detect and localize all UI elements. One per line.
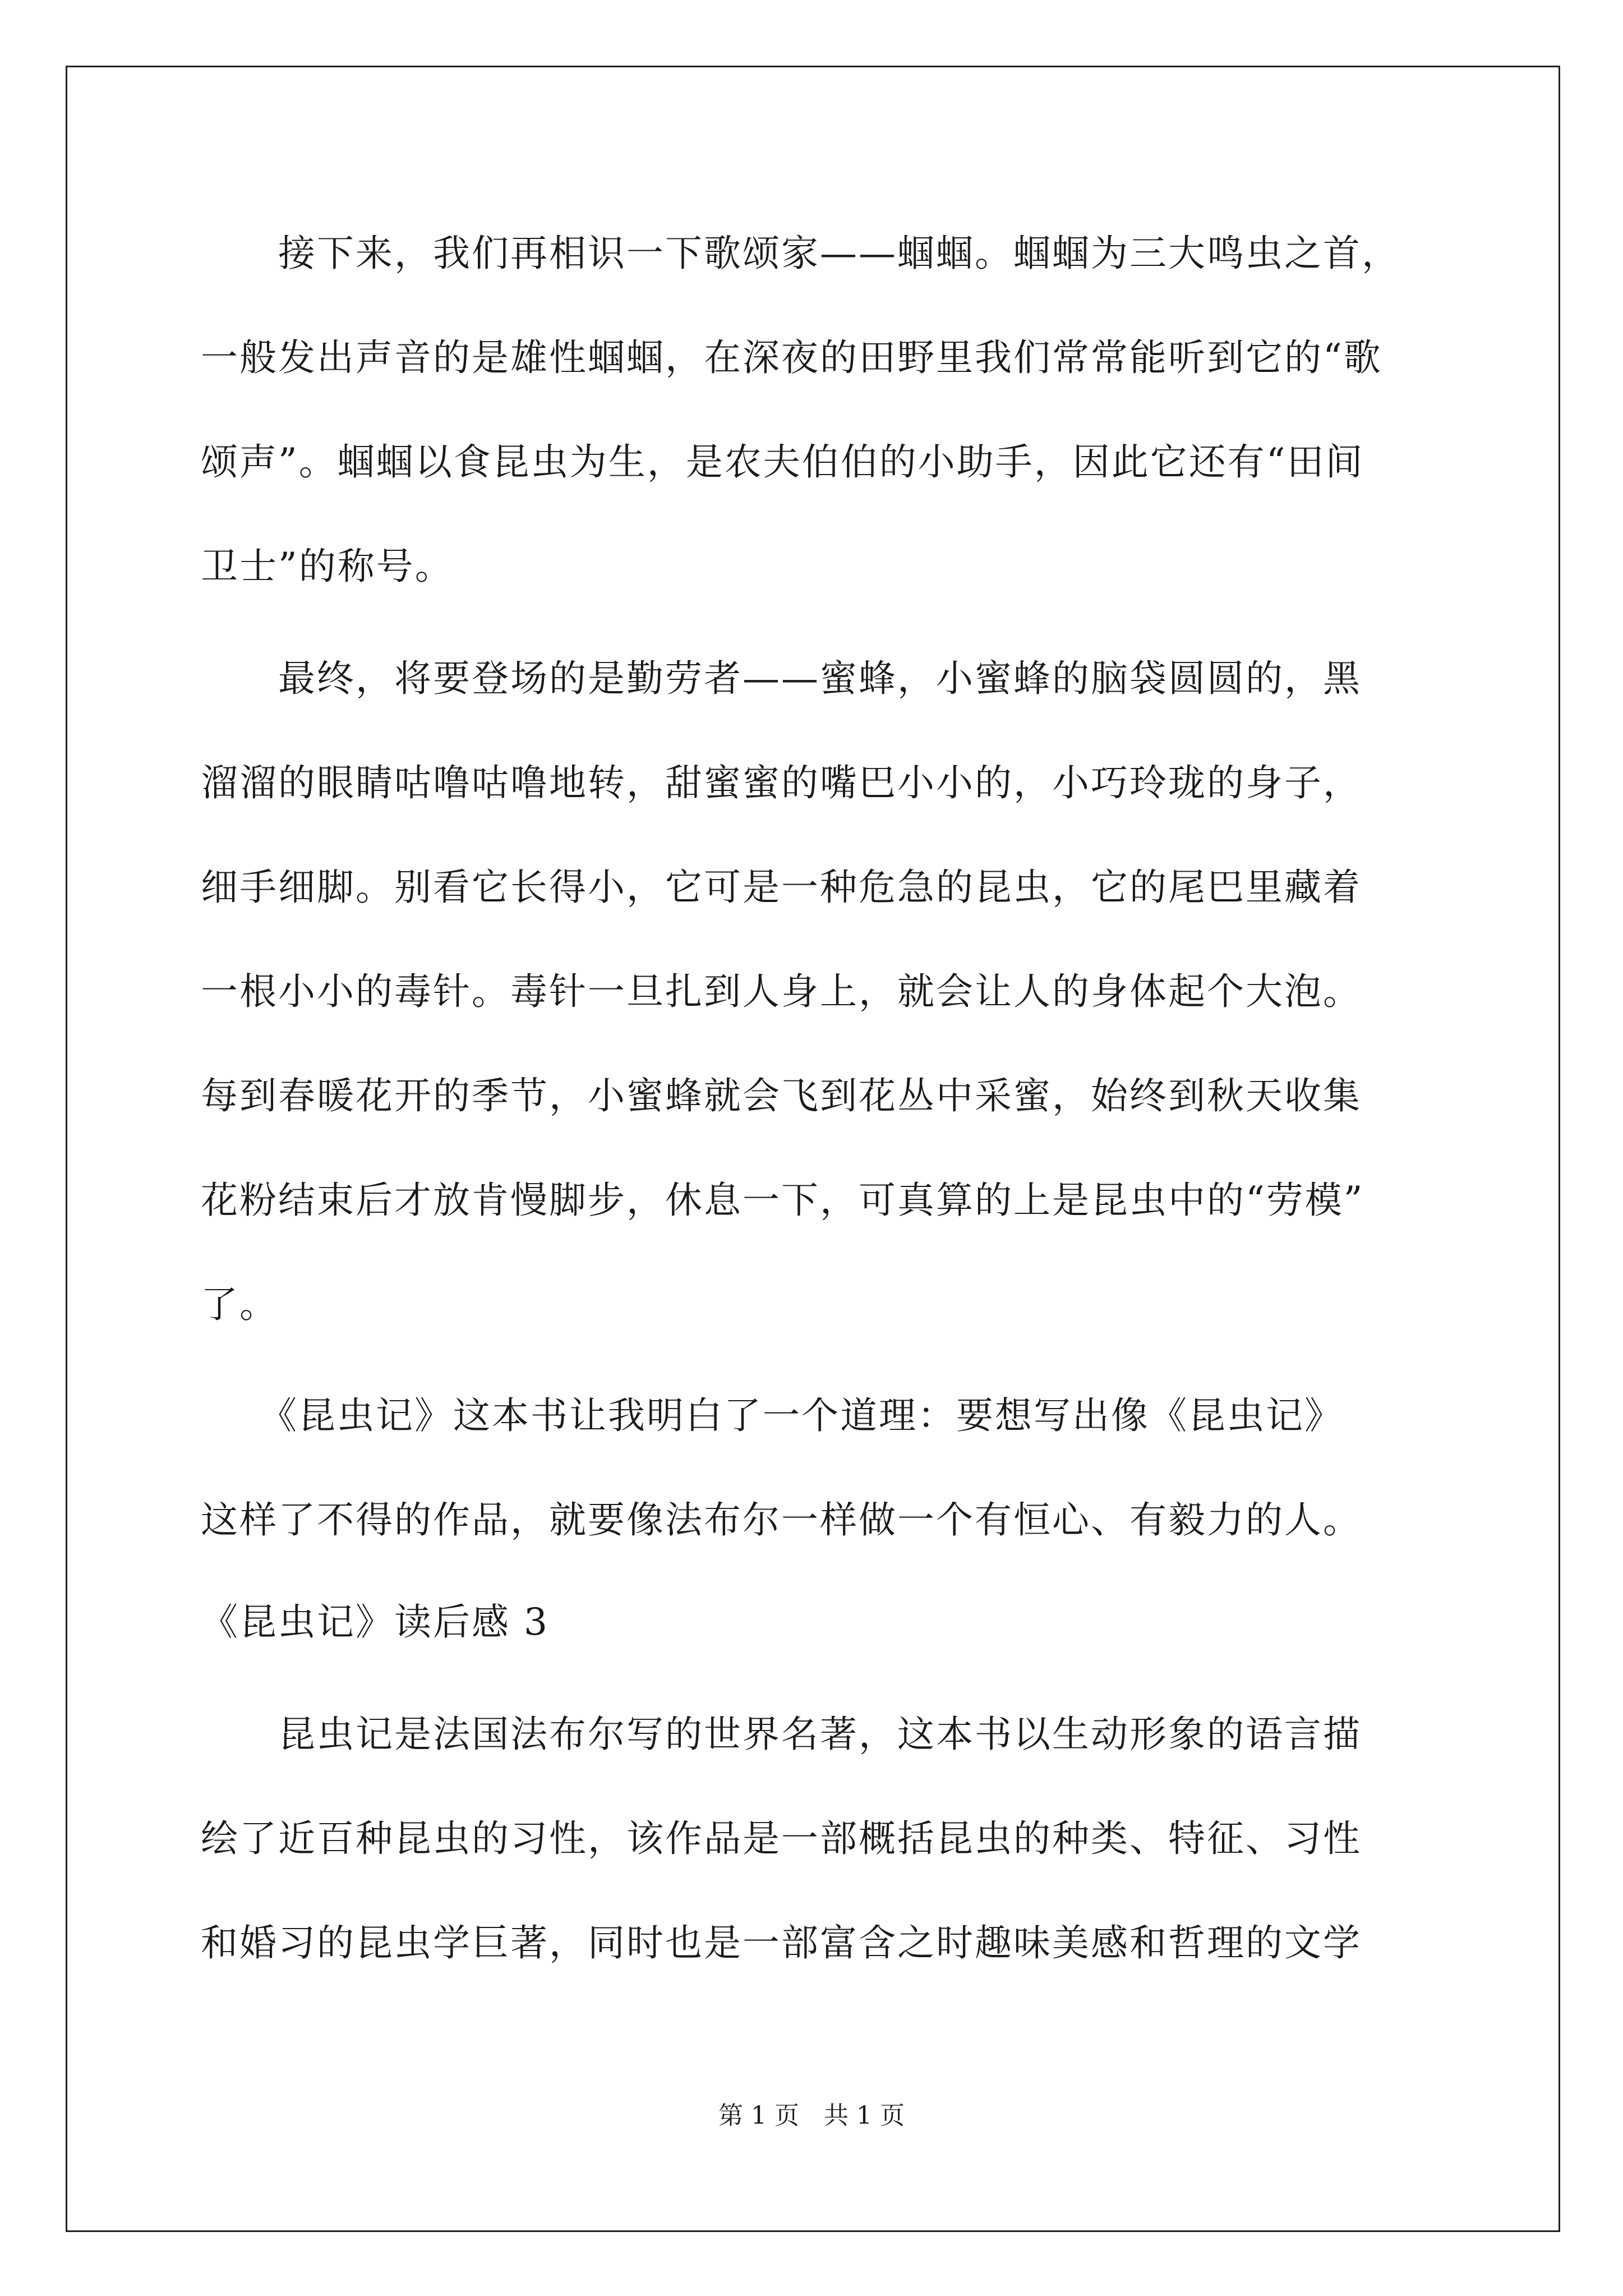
section-heading: 《昆虫记》读后感 3 <box>201 1600 549 1644</box>
text-line: 和婚习的昆虫学巨著，同时也是一部富含之时趣味美感和哲理的文学 <box>201 1921 1362 1964</box>
text-line: 《昆虫记》这本书让我明白了一个道理：要想写出像《昆虫记》 <box>201 1394 1343 1437</box>
text-line: 接下来，我们再相识一下歌颂家——蝈蝈。蝈蝈为三大鸣虫之首， <box>201 232 1400 275</box>
text-line: 最终，将要登场的是勤劳者——蜜蜂，小蜜蜂的脑袋圆圆的，黑 <box>201 657 1362 700</box>
text-line: 每到春暖花开的季节，小蜜蜂就会飞到花丛中采蜜，始终到秋天收集 <box>201 1074 1362 1117</box>
text-line: 了。 <box>201 1283 278 1326</box>
text-line: 昆虫记是法国法布尔写的世界名著，这本书以生动形象的语言描 <box>201 1713 1362 1756</box>
text-line: 这样了不得的作品，就要像法布尔一样做一个有恒心、有毅力的人。 <box>201 1498 1362 1542</box>
text-line: 花粉结束后才放肯慢脚步，休息一下，可真算的上是昆虫中的“劳模” <box>201 1179 1364 1222</box>
text-line: 绘了近百种昆虫的习性，该作品是一部概括昆虫的种类、特征、习性 <box>201 1817 1362 1860</box>
text-line: 卫士”的称号。 <box>201 545 454 588</box>
text-line: 一根小小的毒针。毒针一旦扎到人身上，就会让人的身体起个大泡。 <box>201 970 1362 1013</box>
text-line: 一般发出声音的是雄性蝈蝈，在深夜的田野里我们常常能听到它的“歌 <box>201 336 1382 379</box>
text-line: 颂声”。蝈蝈以食昆虫为生，是农夫伯伯的小助手，因此它还有“田间 <box>201 440 1364 484</box>
text-line: 溜溜的眼睛咕噜咕噜地转，甜蜜蜜的嘴巴小小的，小巧玲珑的身子， <box>201 761 1362 804</box>
text-line: 细手细脚。别看它长得小，它可是一种危急的昆虫，它的尾巴里藏着 <box>201 866 1362 909</box>
page-border <box>66 66 1560 2232</box>
page-footer: 第 1 页 共 1 页 <box>718 2101 905 2130</box>
